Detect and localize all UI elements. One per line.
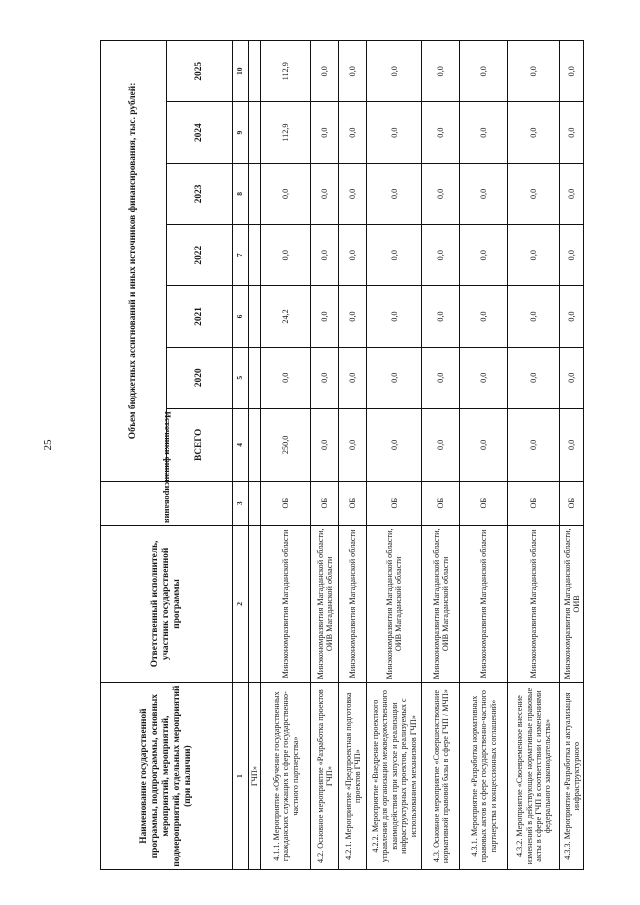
- year-value: 0,0: [422, 102, 460, 163]
- year-value: 0,0: [339, 286, 367, 347]
- header-financing: Объем бюджетных ассигнований и иных источников финансирования, тыс. рублей:: [101, 41, 167, 482]
- header-name: Наименование государственной программы, подпрограммы, основных мероприятий, мероприятий, подмероприятий, отдельных мероприятий (при наличии): [101, 683, 233, 870]
- year-value: 0,0: [339, 102, 367, 163]
- table-row: [339, 41, 367, 870]
- column-number: 5: [233, 347, 249, 408]
- header-year: 2021: [167, 286, 233, 347]
- column-number: 3: [233, 481, 249, 525]
- executor: Минэкономразвития Магаданской области, ОИВ Магаданской области: [367, 525, 422, 683]
- table-row: [560, 41, 584, 870]
- year-value: 0,0: [339, 347, 367, 408]
- header-executor: Ответственный исполнитель, участник государственной программы: [101, 525, 233, 683]
- total-value: 0,0: [460, 408, 508, 481]
- year-value: 0,0: [367, 347, 422, 408]
- year-value: 0,0: [460, 286, 508, 347]
- year-value: 24,2: [261, 286, 311, 347]
- year-value: 0,0: [508, 286, 560, 347]
- funding-source: ОБ: [339, 481, 367, 525]
- column-number: 7: [233, 225, 249, 286]
- year-value: 0,0: [460, 163, 508, 224]
- year-value: 0,0: [367, 102, 422, 163]
- total-value: 0,0: [367, 408, 422, 481]
- year-value: 0,0: [311, 163, 339, 224]
- year-value: 0,0: [422, 286, 460, 347]
- table-row: [261, 41, 311, 870]
- year-value: 0,0: [560, 163, 584, 224]
- total-value: 0,0: [508, 408, 560, 481]
- year-value: 0,0: [422, 163, 460, 224]
- executor: Минэкономразвития Магаданской области, ОИВ Магаданской области: [422, 525, 460, 683]
- year-value: 0,0: [261, 225, 311, 286]
- funding-source: ОБ: [311, 481, 339, 525]
- column-number: 1: [233, 683, 249, 870]
- financing-table: [100, 40, 584, 870]
- year-value: 0,0: [311, 347, 339, 408]
- total-value: 0,0: [422, 408, 460, 481]
- executor: Минэкономразвития Магаданской области, ОИВ: [560, 525, 584, 683]
- year-value: 0,0: [460, 347, 508, 408]
- total-value: 250,0: [261, 408, 311, 481]
- column-number: 6: [233, 286, 249, 347]
- year-value: 0,0: [261, 347, 311, 408]
- column-number: 4: [233, 408, 249, 481]
- year-value: 0,0: [311, 225, 339, 286]
- executor: Минэкономразвития Магаданской области, ОИВ Магаданской области: [311, 525, 339, 683]
- year-value: 0,0: [460, 41, 508, 102]
- funding-source: ОБ: [508, 481, 560, 525]
- year-value: 0,0: [508, 347, 560, 408]
- total-value: 0,0: [560, 408, 584, 481]
- landscape-content: [100, 40, 581, 870]
- year-value: 0,0: [508, 163, 560, 224]
- activity-name: 4.2.1. Мероприятие «Предпроектная подготовка проектов ГЧП»: [339, 683, 367, 870]
- column-number: 2: [233, 525, 249, 683]
- activity-name: 4.1.1. Мероприятие «Обучение государственных гражданских служащих в сфере государственно-частного партнерства»: [261, 683, 311, 870]
- funding-source: ОБ: [367, 481, 422, 525]
- header-year: 2025: [167, 41, 233, 102]
- year-value: 0,0: [367, 286, 422, 347]
- year-value: 0,0: [460, 225, 508, 286]
- header-year: 2023: [167, 163, 233, 224]
- executor: Минэкономразвития Магаданской области: [261, 525, 311, 683]
- continuation-cell: ГЧП»: [249, 683, 261, 870]
- year-value: 0,0: [311, 286, 339, 347]
- year-value: 0,0: [422, 225, 460, 286]
- activity-name: 4.3.2. Мероприятие «Своевременное внесение изменений в действующие нормативные правовые акты в сфере ГЧП в соответствии с изменениями федерального законодательства»: [508, 683, 560, 870]
- page-number: 25: [42, 439, 54, 451]
- year-value: 0,0: [339, 163, 367, 224]
- total-value: 0,0: [339, 408, 367, 481]
- year-value: 0,0: [311, 41, 339, 102]
- activity-name: 4.3.1. Мероприятие «Разработка нормативных правовых актов в сфере государственно-частного партнерства и концессионных соглашений»: [460, 683, 508, 870]
- funding-source: ОБ: [422, 481, 460, 525]
- year-value: 112,9: [261, 102, 311, 163]
- year-value: 0,0: [367, 41, 422, 102]
- table-row: [422, 41, 460, 870]
- year-value: 0,0: [560, 41, 584, 102]
- table-row: [311, 41, 339, 870]
- year-value: 112,9: [261, 41, 311, 102]
- year-value: 0,0: [560, 225, 584, 286]
- year-value: 0,0: [422, 41, 460, 102]
- column-number: 8: [233, 163, 249, 224]
- header-year: 2022: [167, 225, 233, 286]
- header-year: 2020: [167, 347, 233, 408]
- year-value: 0,0: [508, 41, 560, 102]
- executor: Минэкономразвития Магаданской области: [460, 525, 508, 683]
- column-number: 9: [233, 102, 249, 163]
- activity-name: 4.3. Основное мероприятие «Совершенствование нормативной правовой базы в сфере ГЧП / МЧП»: [422, 683, 460, 870]
- header-total: ВСЕГО: [167, 408, 233, 481]
- header-source-text: Источники финансирования: [162, 410, 173, 523]
- year-value: 0,0: [508, 102, 560, 163]
- year-value: 0,0: [460, 102, 508, 163]
- table-row: [367, 41, 422, 870]
- year-value: 0,0: [367, 225, 422, 286]
- year-value: 0,0: [422, 347, 460, 408]
- year-value: 0,0: [339, 225, 367, 286]
- rotated-page-area: [100, 40, 581, 870]
- table-row: [460, 41, 508, 870]
- year-value: 0,0: [508, 225, 560, 286]
- total-value: 0,0: [311, 408, 339, 481]
- header-year: 2024: [167, 102, 233, 163]
- funding-source: ОБ: [460, 481, 508, 525]
- year-value: 0,0: [311, 102, 339, 163]
- table-row: [508, 41, 560, 870]
- year-value: 0,0: [560, 347, 584, 408]
- year-value: 0,0: [560, 286, 584, 347]
- activity-name: 4.2.2. Мероприятие «Внедрение проектного управления для организации межведомственного взаимодействия при запуске и реализации инфраструктурных проектов, реализуемых с использованием механизмов ГЧП»: [367, 683, 422, 870]
- year-value: 0,0: [367, 163, 422, 224]
- executor: Минэкономразвития Магаданской области: [508, 525, 560, 683]
- funding-source: ОБ: [261, 481, 311, 525]
- funding-source: ОБ: [560, 481, 584, 525]
- column-number: 10: [233, 41, 249, 102]
- year-value: 0,0: [560, 102, 584, 163]
- year-value: 0,0: [261, 163, 311, 224]
- year-value: 0,0: [339, 41, 367, 102]
- activity-name: 4.3.3. Мероприятие «Разработка и актуализация инфраструктурного: [560, 683, 584, 870]
- activity-name: 4.2. Основное мероприятие «Разработка проектов ГЧП»: [311, 683, 339, 870]
- executor: Минэкономразвития Магаданской области: [339, 525, 367, 683]
